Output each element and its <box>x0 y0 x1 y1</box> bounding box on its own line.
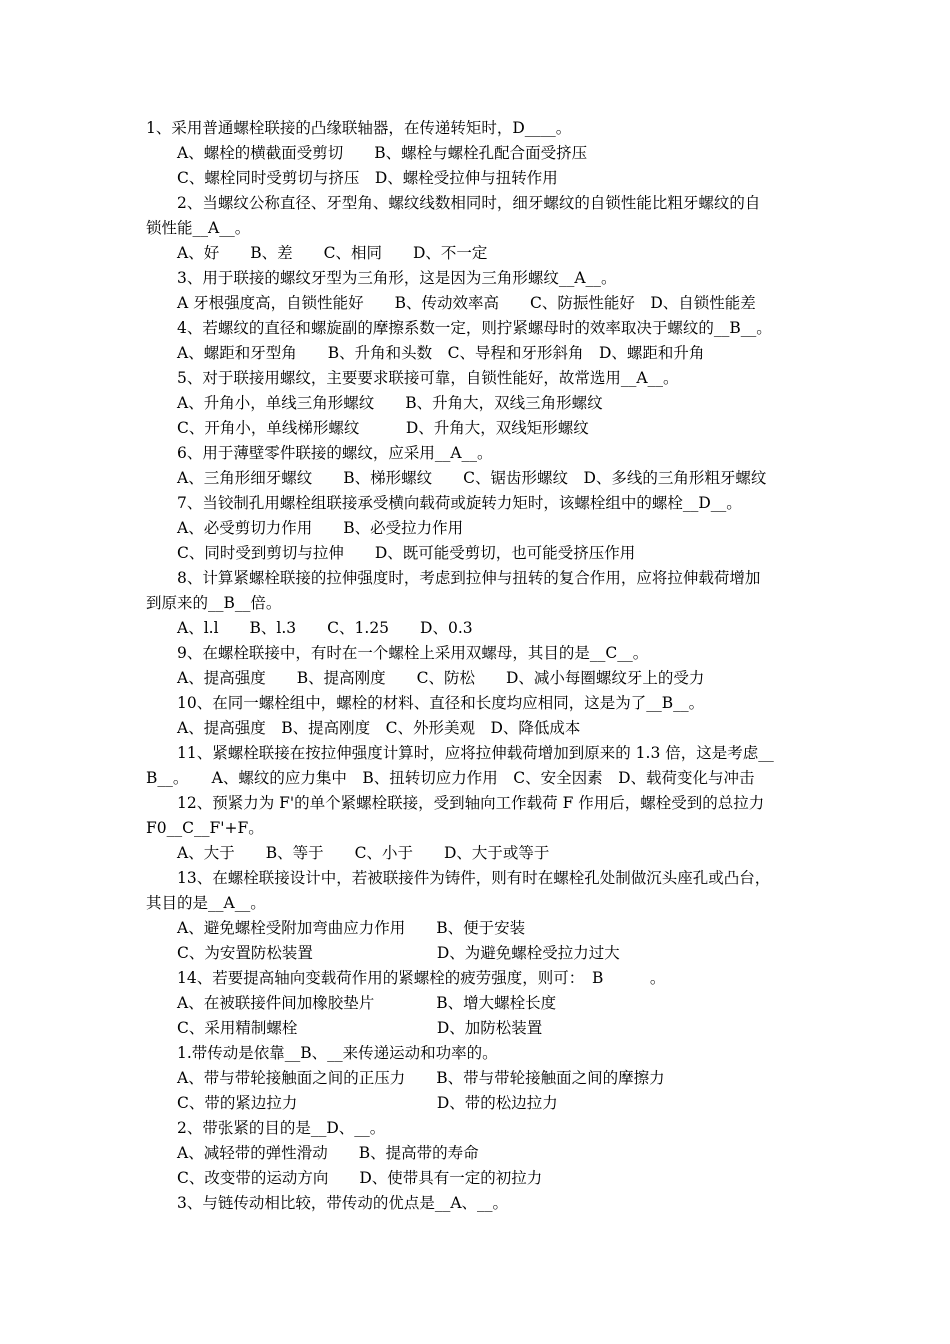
question-11-stem-cont: B__。 A、螺纹的应力集中 B、扭转切应力作用 C、安全因素 D、载荷变化与冲击 <box>146 769 755 787</box>
question-5-stem: 5、对于联接用螺纹，主要要求联接可靠，自锁性能好，故常选用__A__。 <box>177 369 679 387</box>
question-1-options-cd: C、螺栓同时受剪切与挤压 D、螺栓受拉伸与扭转作用 <box>177 169 558 187</box>
belt-question-1-options-cd: C、带的紧边拉力 D、带的松边拉力 <box>177 1094 558 1112</box>
question-12-options: A、大于 B、等于 C、小于 D、大于或等于 <box>177 844 550 862</box>
question-13-stem-cont: 其目的是__A__。 <box>146 894 266 912</box>
question-13-stem: 13、在螺栓联接设计中，若被联接件为铸件，则有时在螺栓孔处制做沉头座孔或凸台， <box>177 869 771 887</box>
question-1-options-ab: A、螺栓的横截面受剪切 B、螺栓与螺栓孔配合面受挤压 <box>177 144 588 162</box>
question-5-options-cd: C、开角小，单线梯形螺纹 D、升角大，双线矩形螺纹 <box>177 419 589 437</box>
question-6-stem: 6、用于薄壁零件联接的螺纹，应采用__A__。 <box>177 444 493 462</box>
belt-question-2-options-cd: C、改变带的运动方向 D、使带具有一定的初拉力 <box>177 1169 543 1187</box>
question-5-options-ab: A、升角小，单线三角形螺纹 B、升角大，双线三角形螺纹 <box>177 394 603 412</box>
question-2-options: A、好 B、差 C、相同 D、不一定 <box>177 244 488 262</box>
question-13-options-cd: C、为安置防松装置 D、为避免螺栓受拉力过大 <box>177 944 620 962</box>
question-3-stem: 3、用于联接的螺纹牙型为三角形，这是因为三角形螺纹__A__。 <box>177 269 617 287</box>
question-14-options-cd: C、采用精制螺栓 D、加防松装置 <box>177 1019 543 1037</box>
question-12-stem: 12、预紧力为 F'的单个紧螺栓联接，受到轴向工作载荷 F 作用后，螺栓受到的总拉力 <box>177 794 765 812</box>
question-7-options-cd: C、同时受到剪切与拉伸 D、既可能受剪切，也可能受挤压作用 <box>177 544 636 562</box>
question-9-options: A、提高强度 B、提高刚度 C、防松 D、减小每圈螺纹牙上的受力 <box>177 669 705 687</box>
question-10-options: A、提高强度 B、提高刚度 C、外形美观 D、降低成本 <box>177 719 581 737</box>
belt-question-1-options-ab: A、带与带轮接触面之间的正压力 B、带与带轮接触面之间的摩擦力 <box>177 1069 665 1087</box>
question-8-stem: 8、计算紧螺栓联接的拉伸强度时，考虑到拉伸与扭转的复合作用，应将拉伸载荷增加 <box>177 569 761 587</box>
question-7-options-ab: A、必受剪切力作用 B、必受拉力作用 <box>177 519 464 537</box>
question-4-stem: 4、若螺纹的直径和螺旋副的摩擦系数一定，则拧紧螺母时的效率取决于螺纹的__B__。 <box>177 319 772 337</box>
question-9-stem: 9、在螺栓联接中，有时在一个螺栓上采用双螺母，其目的是__C__。 <box>177 644 649 662</box>
belt-question-1-stem: 1.带传动是依靠__B、__来传递运动和功率的。 <box>177 1044 498 1062</box>
question-13-options-ab: A、避免螺栓受附加弯曲应力作用 B、便于安装 <box>177 919 526 937</box>
question-8-stem-cont: 到原来的__B__倍。 <box>146 594 282 612</box>
question-14-stem: 14、若要提高轴向变载荷作用的紧螺栓的疲劳强度，则可： B 。 <box>177 969 666 987</box>
question-14-options-ab: A、在被联接件间加橡胶垫片 B、增大螺栓长度 <box>177 994 557 1012</box>
question-4-options: A、螺距和牙型角 B、升角和头数 C、导程和牙形斜角 D、螺距和升角 <box>177 344 705 362</box>
belt-question-2-stem: 2、带张紧的目的是__D、__。 <box>177 1119 386 1137</box>
belt-question-2-options-ab: A、减轻带的弹性滑动 B、提高带的寿命 <box>177 1144 479 1162</box>
question-2-stem-cont: 锁性能__A__。 <box>146 219 251 237</box>
question-10-stem: 10、在同一螺栓组中，螺栓的材料、直径和长度均应相同，这是为了__B__。 <box>177 694 705 712</box>
question-3-options: A 牙根强度高，自锁性能好 B、传动效率高 C、防振性能好 D、自锁性能差 <box>177 294 756 312</box>
question-8-options: A、l.l B、l.3 C、1.25 D、0.3 <box>177 619 473 637</box>
question-12-stem-cont: F0__C__F'+F。 <box>146 819 264 837</box>
question-1-stem: 1、采用普通螺栓联接的凸缘联轴器，在传递转矩时，D____。 <box>146 119 572 137</box>
question-11-stem: 11、紧螺栓联接在按拉伸强度计算时，应将拉伸载荷增加到原来的 1.3 倍，这是考虑__ <box>177 744 774 762</box>
belt-question-3-stem: 3、与链传动相比较，带传动的优点是__A、__。 <box>177 1194 509 1212</box>
question-7-stem: 7、当铰制孔用螺栓组联接承受横向载荷或旋转力矩时，该螺栓组中的螺栓__D__。 <box>177 494 742 512</box>
question-6-options: A、三角形细牙螺纹 B、梯形螺纹 C、锯齿形螺纹 D、多线的三角形粗牙螺纹 <box>177 469 767 487</box>
question-2-stem: 2、当螺纹公称直径、牙型角、螺纹线数相同时，细牙螺纹的自锁性能比粗牙螺纹的自 <box>177 194 761 212</box>
